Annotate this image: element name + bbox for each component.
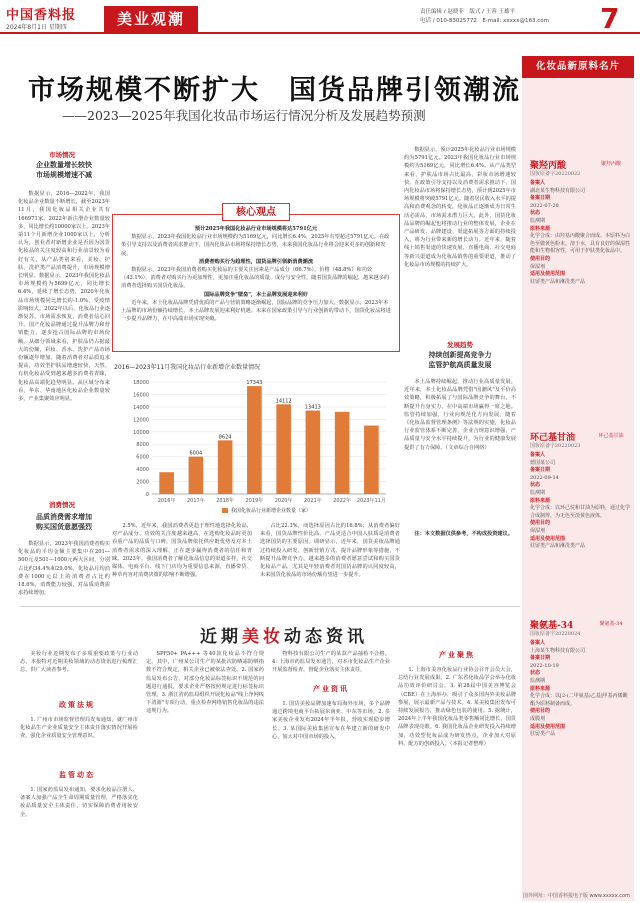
- mid-column-text: [112, 522, 252, 598]
- product-field-value: 驻留类产品和淋洗类产品: [530, 543, 586, 550]
- y-tick-label: 6000: [136, 454, 149, 461]
- y-tick-label: 14000: [133, 404, 149, 411]
- paper-name: 中国香料报: [6, 8, 77, 23]
- x-tick-label: 2020年: [274, 498, 293, 504]
- data-label: 17343: [246, 380, 263, 387]
- seal-supervision: 监管动态: [59, 770, 95, 779]
- product-fields: [530, 180, 630, 286]
- product-field-key: 备案人: [530, 640, 546, 646]
- product-field-key: 备案人: [530, 452, 546, 458]
- subhead: ——2023—2025年我国化妆品市场运行情况分析及发展趋势预测: [62, 108, 426, 123]
- product-field-value: 2022-07-28: [530, 202, 559, 209]
- bottom-col4-paragraph: 1. 上海市美容化妆品行业协会召开会员大会，总结行业发展成果。2. 广东省化妆品学会举办化妆品功效评价研讨会。3. 第28届中国美容博览会（CBE）在上海举办，吸引了众多国内外美妆品牌参展，展示最新产品与技术。4. 某美妆集团发布可持续发展报告，推动绿色包装的使用。5. 据统计，2024年上半年我国化妆品类零售额同比增长，国货品牌表现亮眼。6. 我国化妆品企业研发投入持续增加，功效型化妆品成为研发热点，企业加大对原料、配方的创新投入。（本报记者整理）: [398, 667, 516, 747]
- core-heading-3: 国际品牌竞争"壁垒"，本土品牌发展迎来利好: [204, 291, 308, 298]
- x-tick-label: 2021年: [304, 498, 322, 504]
- product-field-key: 备案人: [530, 180, 546, 186]
- section-flag: 美业观潮: [104, 6, 198, 32]
- bar: [306, 411, 321, 494]
- bar-chart: [112, 372, 400, 520]
- footer: 国外网址：中国香料报电子版 www.xxxxx.com: [522, 893, 630, 899]
- mid-paragraph: 2.5%，近年来，我国消费者更趋于理性地选择化妆品，对产品成分、功效的关注度越来越高，在选购化妆品时更加看重产品的品质与口碑。国货品牌依托供应链优势及对本土消费者需求的深入理解，正在逐步赢得消费者的信任和青睐。2023年，我国消费者了解化妆品信息的渠道多样，社交媒体、电商平台、线下门店均为重要信息来源，直播带货、种草内容对消费决策的影响不断增强。: [112, 523, 252, 579]
- seal-focus: 产业聚焦: [439, 650, 475, 659]
- product-field-value: 驻留类产品和淋洗类产品: [530, 278, 586, 285]
- y-tick-label: 18000: [133, 380, 149, 386]
- bottom-col1-text-2: [20, 786, 138, 890]
- page-number: 7: [600, 2, 620, 35]
- data-label: 13413: [304, 404, 321, 411]
- bottom-col3-paragraph-2: 1. 国货美妆品牌加速布局海外市场，多个品牌通过跨境电商平台拓展东南亚、中东等市场。2. 多家美妆企业发布2024年半年报，营收实现稳步增长。3. 某国际美妆集团宣布在华建立新的研发中心，加大对中国市场的投入。: [272, 701, 390, 740]
- core-view-box: [112, 214, 400, 352]
- contact-line: 电话 / 010-83025772 E-mail: xxxxx@163.com: [420, 18, 549, 24]
- product-name: 聚羟丙酸: [530, 161, 567, 171]
- bottom-intro-paragraph: 美妆行业近期发布了多项重要政策与行业动态，本报特对近期美妆领域的动态资讯进行梳理汇总，供广大读者参考。: [20, 651, 138, 674]
- headline: 市场规模不断扩大 国货品牌引领潮流: [28, 75, 521, 106]
- bottom-col1-paragraph-2: 1. 国家药监局发布通知，要求化妆品注册人、备案人加强产品全生命周期质量管理，严格落实化妆品质量安全主体责任，切实保障消费者用妆安全。: [20, 787, 138, 818]
- bar: [335, 412, 350, 494]
- product-field-value: 驻留类产品: [530, 731, 556, 738]
- section-divider: [20, 606, 520, 607]
- bar: [189, 457, 204, 494]
- x-tick-label: 2019年: [245, 498, 264, 504]
- left-paragraph-2: 数据显示，2023年我国消费者购买化妆品的平均金额主要集中在201—500元及501—1000元两大区间，分别占比约34.4%和29.0%，化妆品月均消费在1000元以上的消费者占比约18.6%，消费能力较强，对品质消费需求持续增加。: [18, 541, 110, 597]
- product-field-value: 成膜剂: [530, 715, 546, 722]
- bottom-col3-text: [272, 650, 390, 680]
- right-subhead: 持续创新提高竞争力 监管护航高质量发展: [428, 350, 492, 369]
- product-field-key: 状态: [530, 670, 541, 677]
- product-field-key: 备案日期: [530, 195, 551, 202]
- product-field-value: 监测期: [530, 217, 546, 224]
- product-field-value: 化学合成：由羟基丙酸聚合而成。本原料为白色至微黄色粉末，溶于水，具有良好的保湿性能和生物相容性，可用于护肤类化妆品中。: [530, 233, 631, 255]
- y-tick-label: 2000: [136, 479, 149, 486]
- product-field-value: 湖北某生物科技有限公司: [530, 187, 586, 194]
- product-structure-label: 聚羟丙酸: [600, 161, 621, 167]
- data-label: 6004: [189, 450, 203, 457]
- product-field-key: 使用目的: [530, 708, 551, 715]
- left-column-text: [18, 190, 110, 498]
- product-field-key: 原料来源: [530, 497, 551, 504]
- bottom-col1-paragraph: 1. 广州市市场监督管理局发布通知，就广州市化妆品生产企业质量安全主体责任落实情况开展检查，强化企业质量安全管理意识。: [20, 717, 138, 740]
- x-tick-label: 2022年: [333, 498, 351, 504]
- y-tick-label: 12000: [133, 417, 149, 424]
- pub-date: 2024年8月1日 星期四: [6, 24, 67, 31]
- data-label: 8624: [218, 434, 232, 441]
- product-field-value: 监测期: [530, 677, 546, 684]
- x-tick-label: 2023年11月: [356, 498, 386, 504]
- core-view-tab: 核心观点: [222, 203, 290, 221]
- bottom-title-mid: 美妆: [242, 627, 284, 647]
- data-label: 14112: [275, 398, 292, 405]
- core-paragraph-3: 近年来，本土化妆品品牌凭借优质的产品与营销策略逐渐崛起，国际品牌的竞争压力加大。数据显示，2023年本土品牌的市场份额持续增长，本土品牌发展迎来利好机遇。未来在国家政策引导与行业创新的带动下，国货化妆品将进一步提升品牌力，在中高端市场实现突破。: [121, 299, 391, 323]
- product-field-value: 保湿剂: [530, 263, 546, 270]
- section-seal-consumption: 消费情况: [49, 501, 75, 509]
- bar: [364, 426, 379, 494]
- product-field-value: 化学合成：以环己烷和甘油为原料，通过化学合成制得，为无色至淡黄色液体。: [530, 505, 631, 519]
- core-paragraph-1: 数据显示，2023年我国化妆品行业市场规模约为5169亿元，同比增长6.4%，2025年有望超过5791亿元。在政策引导支持以及消费者需求推动下，国内化妆品市场将保持增长态势，未来我国化妆品行业将会迎来更多的创新和发展。: [121, 234, 390, 257]
- product-field-key: 状态: [530, 210, 541, 217]
- note-text: 注：本文数据仅供参考，不构成投资建议。: [414, 531, 513, 537]
- bottom-title: [200, 622, 368, 647]
- bar: [159, 472, 174, 494]
- bar: [247, 386, 262, 494]
- mid-paragraph-2: 占比22.3%，而选择原因占比约16.8%；从消费者偏好来看，国货品牌性价比高、产品更适合中国人肤质是消费者选择国货的主要原因。调研显示，近年来，国货美妆品牌通过持续投入研发、创新营销方式、提升品牌形象等措施，不断提升品牌竞争力，越来越多的消费者愿意尝试和购买国货化妆品产品，尤其是年轻消费者对国货品牌的认同度较高，未来国货化妆品的市场份额有望进一步提升。: [260, 523, 400, 579]
- editors-info: [420, 8, 580, 26]
- section-seal-trend: 发展趋势: [447, 341, 473, 349]
- product-structure-label: 环己基甘油: [598, 433, 624, 439]
- product-fields: [530, 452, 630, 551]
- legend-label: 我国化妆品行业新增企业数量（家）: [231, 508, 312, 514]
- bar: [276, 404, 291, 494]
- bottom-col1-intro: [20, 650, 138, 692]
- editors-line: 责任编辑 / 赵晓菲 版式 / 王蓉 王雄平: [420, 9, 515, 15]
- y-tick-label: 16000: [133, 392, 149, 399]
- right-paragraph-2: 本土品牌持续崛起，推动行业高质量发展。近年来，本土化妆品品牌凭借"国潮风"及平价高效策略，积极拓展了与国际品牌竞争的舞台，不断提升自身实力，在中高端市场赢得一席之地。监管持续加强，行业向规范化方向发展。随着《化妆品监督管理条例》等法规的实施，化妆品行业监管体系不断完善，企业合规意识增强，产品质量与安全水平持续提升，为行业的健康发展提供了有力保障。（文章综合自网络）: [404, 379, 516, 451]
- x-tick-label: 2016年: [157, 498, 176, 504]
- product-field-key: 状态: [530, 482, 541, 489]
- left-subhead-2: 品质消费需求增加 购买国货意愿强烈: [36, 512, 92, 531]
- core-paragraph-2: 数据显示，2023年我国消费者购买化妆品的主要关注因素是产品成分（66.7%），价格（48.8%）和功效（43.1%），消费者对购买行为更加理性，更加注重化妆品的质量、成分与安全性。随着国货品牌的崛起，越来越多的消费者选择购买国货化妆品。: [121, 267, 390, 290]
- seal-policy: 政策法规: [59, 700, 95, 709]
- product-field-key: 使用目的: [530, 520, 551, 527]
- product-name: 聚氨基-34: [530, 621, 574, 631]
- mid-column-text-2: [260, 522, 400, 598]
- bottom-col3-paragraph: 物科技有限公司生产的某款产品抽检不合格。4. 上海市药监局发布通告，对本市化妆品生产企业开展监督检查，督促企业落实主体责任。: [272, 651, 390, 674]
- seal-industry: 产业资讯: [313, 684, 349, 693]
- product-field-value: 德国某公司: [530, 459, 556, 466]
- product-field-value: 2022-10-19: [530, 662, 559, 669]
- legend-swatch: [222, 508, 228, 513]
- left-column-text-2: [18, 540, 110, 597]
- bottom-col3-text-2: [272, 700, 390, 890]
- right-paragraph: 数据显示，预计2025年化妆品行业市场规模约为5791亿元。2023年我国化妆品行业市场规模约为5169亿元，同比增长6.4%。从产品类型来看，护肤品市场占比最高，彩妆市场增速较快。在政策引导支持以及消费者需求推动下，国内化妆品市场将保持增长态势，预计到2025年市场规模将突破5791亿元。随着居民收入水平的提高和消费观念的转变，化妆品正逐渐成为日常生活必需品，市场需求潜力巨大。此外，国货化妆品品牌的崛起也将推动行业的整体发展，企业在产品研发、品牌建设、渠道拓展等方面的持续投入，将为行业带来新的增长动力。近年来，随着线上销售渠道的快速发展，直播电商、社交电商等新兴渠道成为化妆品销售的重要渠道，推动了化妆品市场规模的持续扩大。: [404, 147, 516, 268]
- left-subhead: 企业数量增长较快 市场规模增速不减: [36, 160, 92, 179]
- article-note: [404, 530, 516, 550]
- y-tick-label: 8000: [136, 442, 149, 449]
- section-seal-market: 市场情况: [49, 151, 75, 159]
- product-field-value: 监测期: [530, 489, 546, 496]
- x-tick-label: 2018年: [216, 498, 234, 504]
- product-field-key: 原料来源: [530, 685, 551, 692]
- product-fields: [530, 640, 630, 739]
- product-field-key: 备案日期: [530, 467, 551, 474]
- product-structure-label: 聚氨基-34: [599, 621, 623, 627]
- product-field-value: 化学合成：以[2-(二甲氨基)乙基]甲基丙烯酸酯为原料制备而成。: [530, 693, 628, 707]
- bottom-title-right: 动态资讯: [284, 627, 368, 647]
- chart-title: 2016—2023年11月我国化妆品行业新增企业数量情况: [114, 364, 261, 371]
- bottom-col2-paragraph: SPF50+ PA+++ 等40款化妆品不符合规定。其中，广州某公司生产的某批次防晒霜防晒指数不符合规定，相关企业已被依法查处。2. 国家药监局发布公告，对部分化妆品标签标识不规范的问题进行通报，要求企业严格按照规定进行标签标识管理。3. 浙江省药监局组织开展化妆品"线上净网线下清源"专项行动，重点检查网络销售化妆品的违法违规行为。: [146, 651, 264, 715]
- product-field-value: 2022-09-14: [530, 474, 559, 481]
- core-heading-2: 消费者购买行为趋理性，国货品牌引领新消费潮流: [198, 258, 314, 265]
- sidebar-title: 化妆品新原料名片: [522, 56, 634, 78]
- bottom-col4-text: [398, 666, 516, 890]
- x-tick-label: 2017年: [187, 498, 205, 504]
- y-tick-label: 0: [145, 492, 149, 498]
- product-field-key: 备案日期: [530, 655, 551, 662]
- product-field-value: 保湿剂: [530, 527, 546, 534]
- y-tick-label: 10000: [133, 429, 149, 436]
- y-tick-label: 4000: [136, 467, 149, 474]
- product-registration: 国妆原备字20220024: [530, 631, 581, 637]
- product-field-key: 适用及使用范围: [530, 723, 566, 730]
- product-field-key: 适用及使用范围: [530, 271, 566, 278]
- right-column-text-2: [404, 378, 516, 528]
- product-field-value: 上海某生物科技有限公司: [530, 647, 586, 654]
- bottom-col1-text: [20, 716, 138, 766]
- product-field-key: 适用及使用范围: [530, 535, 566, 542]
- product-field-key: 原料来源: [530, 225, 551, 232]
- bottom-title-left: 近期: [200, 627, 242, 647]
- product-name: 环己基甘油: [530, 433, 576, 443]
- bar: [218, 440, 233, 494]
- core-heading-1: 预计2025年我国化妆品行业市场规模将达5791亿元: [194, 226, 318, 232]
- bottom-col2-text: [146, 650, 264, 890]
- product-registration: 国妆原备字20220022: [530, 171, 581, 177]
- product-field-key: 使用目的: [530, 255, 551, 262]
- product-registration: 国妆原备字20220023: [530, 443, 581, 449]
- right-column-text: [404, 146, 516, 334]
- left-paragraph: 数据显示，2016—2022年，我国化妆品企业数量不断增长，截至2023年11月，我国化妆品相关企业共有166971家。2022年新注册企业数量较多，同比增长约10000家以上。2023年第11个月新增企业1000家以上，分析认为，创业者对新增企业是否因为国货化妆品的关注度较高和行业前景较为看好有关。从产品类别来看，美妆、护肤、洗护类产品消费提升，市场规模增长明显。数据显示，2023年我国化妆品市场规模约为5699亿元，同比增长6.4%，延续了增长态势，2020年化妆品市场规模同比增长约-1.0%，受疫情影响较大。2022年以后，化妆品行业逐渐复苏，市场需求恢复，消费者信心回升。国产化妆品牌通过提升品牌力和营销能力，逐步抢占国际品牌的市场份额。从细分领域来看，护肤品仍占据最大的份额，彩妆、香水、洗护产品市场份额逐年增加。随着消费者对品质追求提高，功效型护肤品增速较快，天然、有机化妆品受到越来越多消费者青睐，化妆品高端化趋势明显。从区域分布来看，华东、华南地区化妆品企业数量较多，产业集聚效应明显。: [18, 191, 110, 403]
